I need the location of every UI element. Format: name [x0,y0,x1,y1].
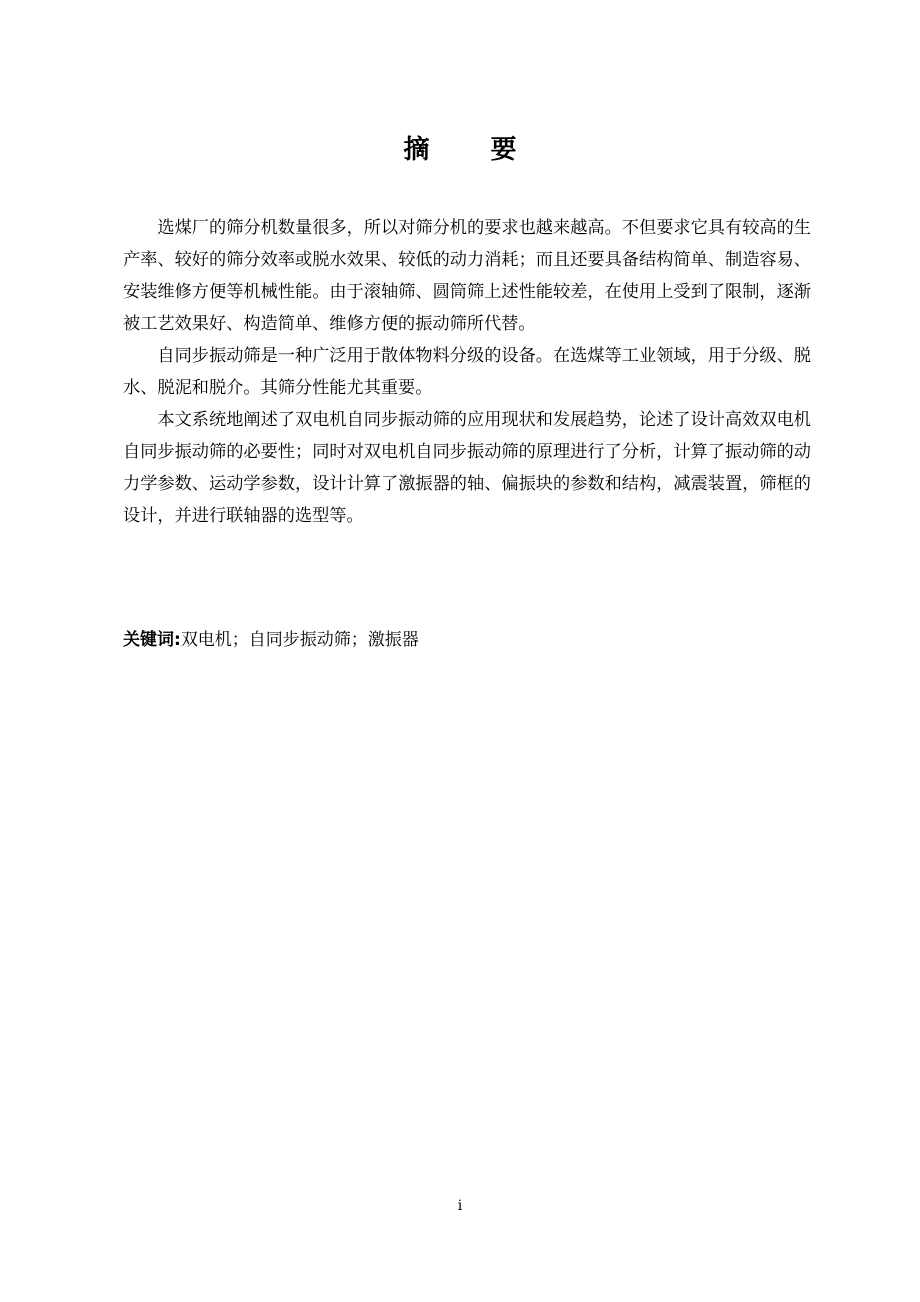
abstract-body [123,212,811,532]
abstract-title: 摘 要 [403,135,543,165]
page-number: i [457,1198,463,1214]
keywords-label: 关键词: [123,630,181,650]
keywords-line [123,625,811,655]
abstract-paragraph-3: 本文系统地阐述了双电机自同步振动筛的应用现状和发展趋势，论述了设计高效双电机自同步振动筛的必要性；同时对双电机自同步振动筛的原理进行了分析，计算了振动筛的动力学参数、运动学参数，设计计算了激振器的轴、偏振块的参数和结构，减震装置，筛框的设计，并进行联轴器的选型等。 [123,410,811,526]
keywords-value: 双电机；自同步振动筛；激振器 [180,630,419,650]
abstract-paragraph-1: 选煤厂的筛分机数量很多，所以对筛分机的要求也越来越高。不但要求它具有较高的生产率、较好的筛分效率或脱水效果、较低的动力消耗；而且还要具备结构简单、制造容易、安装维修方便等机械性能。由于滚轴筛、圆筒筛上述性能较差，在使用上受到了限制，逐渐被工艺效果好、构造简单、维修方便的振动筛所代替。 [123,218,811,334]
abstract-paragraph-2: 自同步振动筛是一种广泛用于散体物料分级的设备。在选煤等工业领域，用于分级、脱水、脱泥和脱介。其筛分性能尤其重要。 [123,346,811,398]
